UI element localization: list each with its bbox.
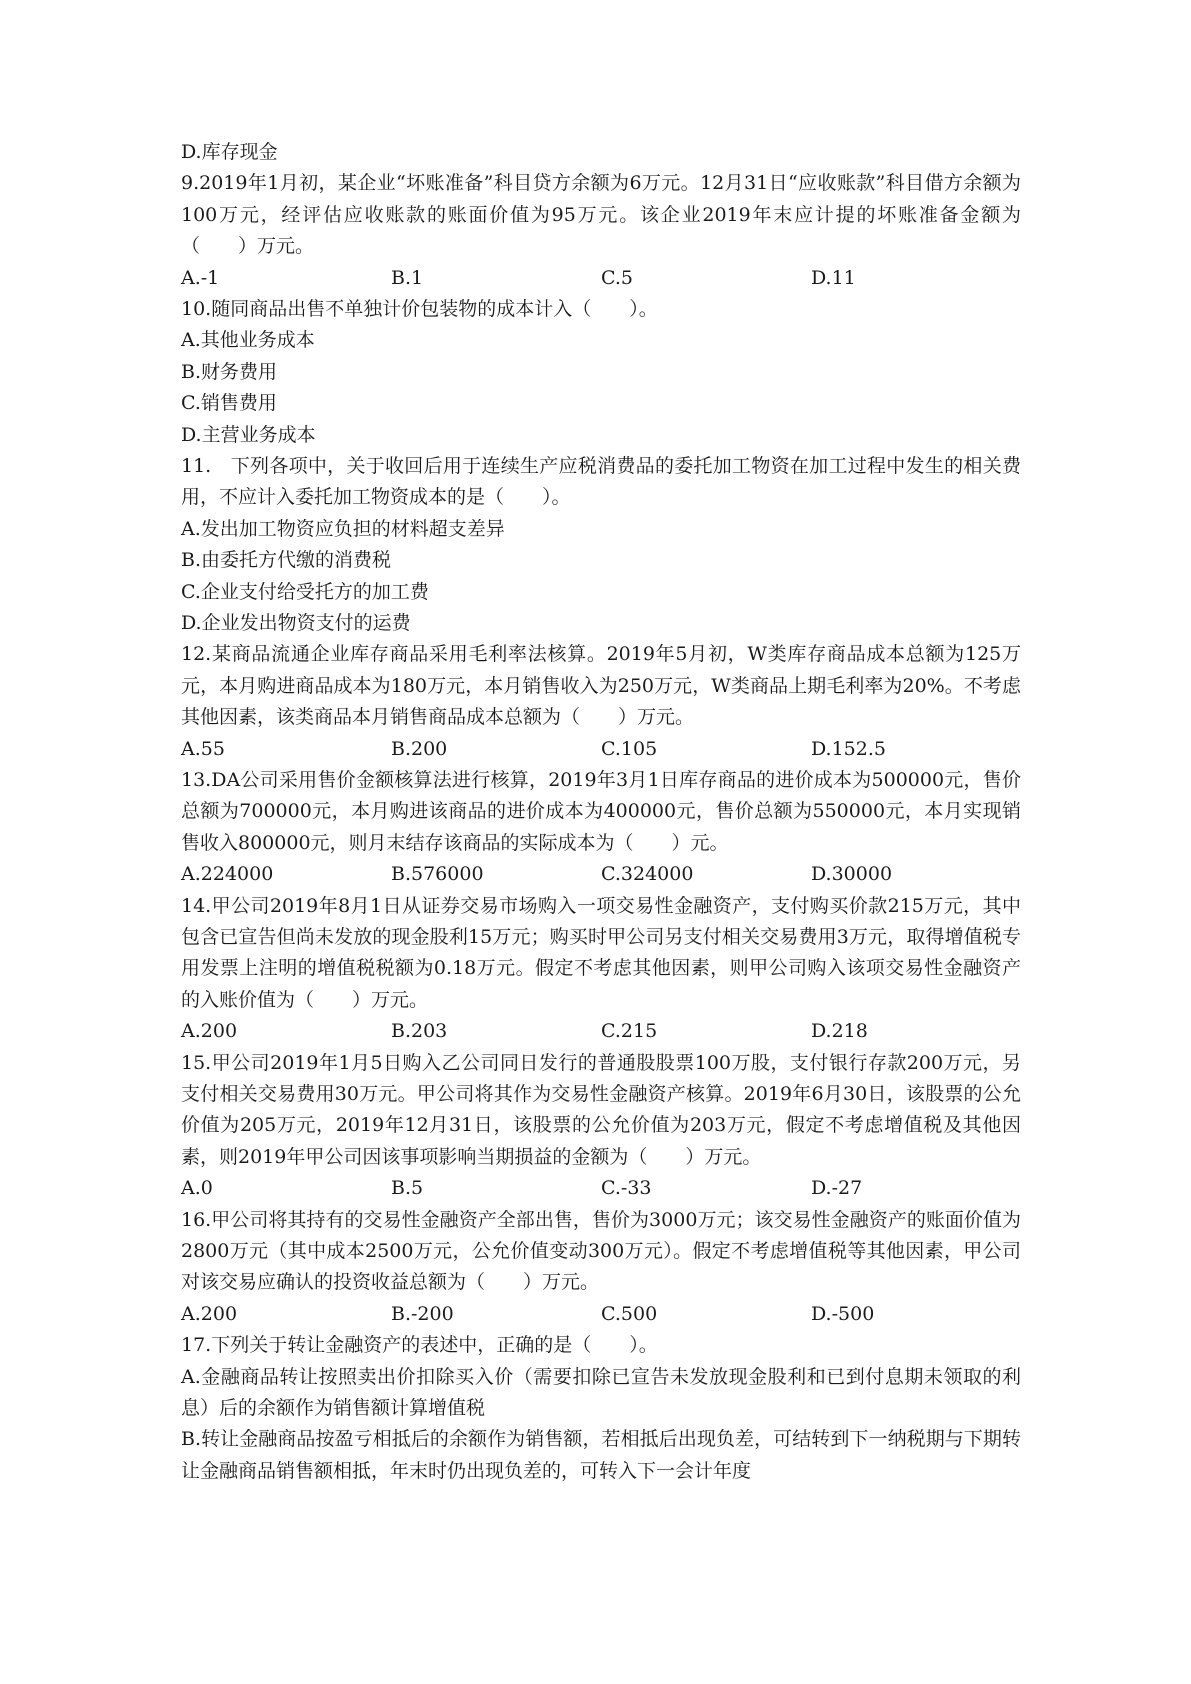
answer-options-row xyxy=(181,1173,1021,1204)
answer-option: B.576000 xyxy=(391,863,484,886)
text-line: D.主营业务成本 xyxy=(181,423,316,446)
text-line: 10.随同商品出售不单独计价包装物的成本计入（ ）。 xyxy=(181,298,658,320)
answer-option: B.200 xyxy=(391,737,448,760)
question-paragraph: A.金融商品转让按照卖出价扣除买入价（需要扣除已宣告未发放现金股利和已到付息期未领取的利息）后的余额作为销售额计算增值税 xyxy=(181,1365,1021,1419)
answer-option: D.218 xyxy=(811,1020,868,1043)
answer-option: B.5 xyxy=(391,1177,424,1200)
answer-option: D.11 xyxy=(811,266,856,289)
answer-options-row xyxy=(181,734,1021,765)
question-paragraph: 15.甲公司2019年1月5日购入乙公司同日发行的普通股股票100万股，支付银行存款200万元，另支付相关交易费用30万元。甲公司将其作为交易性金融资产核算。2019年6月30日，该股票的公允价值为205万元，2019年12月31日，该股票的公允价值为203万元，假定不考虑增值税及其他因素，则2019年甲公司因该事项影响当期损益的金额为（ ）万元。 xyxy=(181,1051,1021,1168)
answer-option: A.200 xyxy=(181,1020,238,1043)
answer-options-row xyxy=(181,1299,1021,1330)
text-line: A.其他业务成本 xyxy=(181,329,315,352)
text-line: B.财务费用 xyxy=(181,360,278,383)
answer-option: D.152.5 xyxy=(811,737,886,760)
answer-option: C.324000 xyxy=(601,863,694,886)
answer-option: A.-1 xyxy=(181,266,220,289)
document-page xyxy=(181,137,1021,1487)
text-line: D.企业发出物资支付的运费 xyxy=(181,611,411,634)
answer-option: C.215 xyxy=(601,1020,658,1043)
text-line: C.企业支付给受托方的加工费 xyxy=(181,580,429,603)
answer-option: B.203 xyxy=(391,1020,448,1043)
text-line: A.发出加工物资应负担的材料超支差异 xyxy=(181,517,505,540)
question-paragraph: 13.DA公司采用售价金额核算法进行核算，2019年3月1日库存商品的进价成本为500000元，售价总额为700000元，本月购进该商品的进价成本为400000元，售价总额为550000元，本月实现销售收入800000元，则月末结存该商品的实际成本为（ ）元。 xyxy=(181,768,1021,854)
answer-options-row xyxy=(181,1016,1021,1047)
answer-option: A.0 xyxy=(181,1177,213,1200)
question-paragraph: 12.某商品流通企业库存商品采用毛利率法核算。2019年5月初，W类库存商品成本总额为125万元，本月购进商品成本为180万元，本月销售收入为250万元，W类商品上期毛利率为20%。不考虑其他因素，该类商品本月销售商品成本总额为（ ）万元。 xyxy=(181,643,1021,729)
answer-option: D.-27 xyxy=(811,1177,863,1200)
answer-option: D.30000 xyxy=(811,863,893,886)
answer-options-row xyxy=(181,263,1021,294)
text-line: D.库存现金 xyxy=(181,141,278,163)
answer-options-row xyxy=(181,859,1021,890)
answer-option: C.-33 xyxy=(601,1177,652,1200)
text-line: B.由委托方代缴的消费税 xyxy=(181,549,392,572)
question-paragraph: B.转让金融商品按盈亏相抵后的余额作为销售额，若相抵后出现负差，可结转到下一纳税期与下期转让金融商品销售额相抵，年末时仍出现负差的，可转入下一会计年度 xyxy=(181,1428,1021,1482)
question-paragraph: 16.甲公司将其持有的交易性金融资产全部出售，售价为3000万元；该交易性金融资产的账面价值为2800万元（其中成本2500万元，公允价值变动300万元）。假定不考虑增值税等其他因素，甲公司对该交易应确认的投资收益总额为（ ）万元。 xyxy=(181,1208,1021,1294)
text-line: C.销售费用 xyxy=(181,392,277,415)
answer-option: C.5 xyxy=(601,266,633,289)
question-paragraph: 11. 下列各项中，关于收回后用于连续生产应税消费品的委托加工物资在加工过程中发生的相关费用，不应计入委托加工物资成本的是（ ）。 xyxy=(181,454,1021,509)
answer-option: B.-200 xyxy=(391,1302,454,1325)
answer-option: C.105 xyxy=(601,737,658,760)
answer-option: B.1 xyxy=(391,266,424,289)
question-paragraph: 14.甲公司2019年8月1日从证券交易市场购入一项交易性金融资产，支付购买价款215万元，其中包含已宣告但尚未发放的现金股利15万元；购买时甲公司另支付相关交易费用3万元，取得增值税专用发票上注明的增值税税额为0.18万元。假定不考虑其他因素，则甲公司购入该项交易性金融资产的入账价值为（ ）万元。 xyxy=(181,894,1021,1011)
answer-option: A.224000 xyxy=(181,863,274,886)
text-line: 17.下列关于转让金融资产的表述中，正确的是（ ）。 xyxy=(181,1334,658,1357)
answer-option: A.55 xyxy=(181,737,225,760)
question-paragraph: 9.2019年1月初，某企业“坏账准备”科目贷方余额为6万元。12月31日“应收账款”科目借方余额为100万元，经评估应收账款的账面价值为95万元。该企业2019年末应计提的坏账准备金额为（ ）万元。 xyxy=(181,172,1021,258)
answer-option: C.500 xyxy=(601,1302,658,1325)
answer-option: A.200 xyxy=(181,1302,238,1325)
answer-option: D.-500 xyxy=(811,1302,875,1325)
